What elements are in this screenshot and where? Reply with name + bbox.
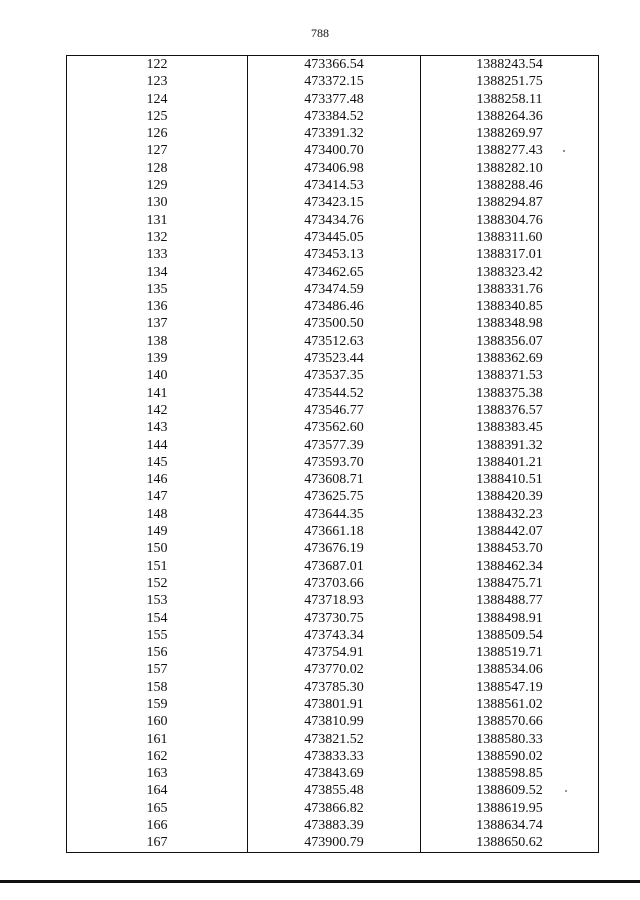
y-coordinate-cell: 1388269.97 [421,125,599,142]
point-number-cell: 135 [67,281,248,298]
y-coordinate-cell: 1388420.39 [421,488,599,505]
point-number-cell: 167 [67,834,248,852]
x-coordinate-cell: 473866.82 [248,800,421,817]
y-coordinate-cell: 1388317.01 [421,246,599,263]
x-coordinate-cell: 473754.91 [248,644,421,661]
x-coordinate-cell: 473900.79 [248,834,421,852]
point-number-cell: 159 [67,696,248,713]
table-row [67,471,599,488]
table-row [67,765,599,782]
table-row [67,315,599,332]
point-number-cell: 127 [67,142,248,159]
y-coordinate-cell: 1388264.36 [421,108,599,125]
y-coordinate-cell: 1388362.69 [421,350,599,367]
x-coordinate-cell: 473474.59 [248,281,421,298]
y-coordinate-cell: 1388498.91 [421,610,599,627]
y-coordinate-cell: 1388311.60 [421,229,599,246]
x-coordinate-cell: 473644.35 [248,506,421,523]
coordinate-table-body [67,56,599,853]
table-row [67,229,599,246]
table-row [67,713,599,730]
page-number: 788 [311,26,329,40]
y-coordinate-cell: 1388561.02 [421,696,599,713]
x-coordinate-cell: 473687.01 [248,558,421,575]
table-row [67,298,599,315]
x-coordinate-cell: 473406.98 [248,160,421,177]
table-row [67,817,599,834]
table-row [67,246,599,263]
point-number-cell: 141 [67,385,248,402]
x-coordinate-cell: 473625.75 [248,488,421,505]
y-coordinate-cell: 1388282.10 [421,160,599,177]
y-coordinate-cell: 1388590.02 [421,748,599,765]
x-coordinate-cell: 473384.52 [248,108,421,125]
y-coordinate-cell: 1388401.21 [421,454,599,471]
table-row [67,644,599,661]
point-number-cell: 154 [67,610,248,627]
y-coordinate-cell: 1388243.54 [421,56,599,74]
table-row [67,385,599,402]
x-coordinate-cell: 473544.52 [248,385,421,402]
y-coordinate-cell: 1388598.85 [421,765,599,782]
point-number-cell: 162 [67,748,248,765]
x-coordinate-cell: 473453.13 [248,246,421,263]
point-number-cell: 146 [67,471,248,488]
y-coordinate-cell: 1388304.76 [421,212,599,229]
y-coordinate-cell: 1388488.77 [421,592,599,609]
table-row [67,834,599,852]
x-coordinate-cell: 473462.65 [248,264,421,281]
y-coordinate-cell: 1388432.23 [421,506,599,523]
point-number-cell: 130 [67,194,248,211]
point-number-cell: 166 [67,817,248,834]
y-coordinate-cell: 1388323.42 [421,264,599,281]
table-row [67,160,599,177]
x-coordinate-cell: 473523.44 [248,350,421,367]
x-coordinate-cell: 473730.75 [248,610,421,627]
x-coordinate-cell: 473400.70 [248,142,421,159]
table-row [67,437,599,454]
point-number-cell: 122 [67,56,248,74]
x-coordinate-cell: 473423.15 [248,194,421,211]
x-coordinate-cell: 473810.99 [248,713,421,730]
point-number-cell: 165 [67,800,248,817]
y-coordinate-cell: 1388331.76 [421,281,599,298]
x-coordinate-cell: 473833.33 [248,748,421,765]
point-number-cell: 164 [67,782,248,799]
table-row [67,592,599,609]
x-coordinate-cell: 473512.63 [248,333,421,350]
table-row [67,696,599,713]
point-number-cell: 134 [67,264,248,281]
table-row [67,402,599,419]
y-coordinate-cell: 1388442.07 [421,523,599,540]
y-coordinate-cell: 1388509.54 [421,627,599,644]
y-coordinate-cell: 1388619.95 [421,800,599,817]
point-number-cell: 124 [67,91,248,108]
y-coordinate-cell: 1388580.33 [421,731,599,748]
table-row [67,610,599,627]
y-coordinate-cell: 1388288.46 [421,177,599,194]
x-coordinate-cell: 473366.54 [248,56,421,74]
table-row [67,125,599,142]
point-number-cell: 131 [67,212,248,229]
y-coordinate-cell: 1388475.71 [421,575,599,592]
point-number-cell: 163 [67,765,248,782]
point-number-cell: 136 [67,298,248,315]
table-row [67,488,599,505]
table-row [67,731,599,748]
y-coordinate-cell: 1388650.62 [421,834,599,852]
x-coordinate-cell: 473718.93 [248,592,421,609]
point-number-cell: 133 [67,246,248,263]
y-coordinate-cell: 1388453.70 [421,540,599,557]
point-number-cell: 137 [67,315,248,332]
x-coordinate-cell: 473703.66 [248,575,421,592]
point-number-cell: 157 [67,661,248,678]
table-row [67,73,599,90]
point-number-cell: 123 [67,73,248,90]
point-number-cell: 138 [67,333,248,350]
table-row [67,177,599,194]
y-coordinate-cell: 1388277.43 [421,142,599,159]
table-row [67,454,599,471]
y-coordinate-cell: 1388348.98 [421,315,599,332]
point-number-cell: 161 [67,731,248,748]
point-number-cell: 144 [67,437,248,454]
point-number-cell: 128 [67,160,248,177]
table-row [67,194,599,211]
point-number-cell: 151 [67,558,248,575]
x-coordinate-cell: 473843.69 [248,765,421,782]
y-coordinate-cell: 1388356.07 [421,333,599,350]
x-coordinate-cell: 473770.02 [248,661,421,678]
y-coordinate-cell: 1388462.34 [421,558,599,575]
x-coordinate-cell: 473676.19 [248,540,421,557]
table-row [67,627,599,644]
x-coordinate-cell: 473743.34 [248,627,421,644]
table-row [67,782,599,799]
table-row [67,558,599,575]
y-coordinate-cell: 1388294.87 [421,194,599,211]
point-number-cell: 155 [67,627,248,644]
y-coordinate-cell: 1388391.32 [421,437,599,454]
point-number-cell: 149 [67,523,248,540]
point-number-cell: 143 [67,419,248,436]
table-row [67,91,599,108]
point-number-cell: 125 [67,108,248,125]
table-row [67,350,599,367]
table-row [67,540,599,557]
y-coordinate-cell: 1388570.66 [421,713,599,730]
x-coordinate-cell: 473434.76 [248,212,421,229]
point-number-cell: 147 [67,488,248,505]
table-row [67,419,599,436]
y-coordinate-cell: 1388519.71 [421,644,599,661]
point-number-cell: 140 [67,367,248,384]
table-row [67,506,599,523]
y-coordinate-cell: 1388534.06 [421,661,599,678]
table-row [67,333,599,350]
point-number-cell: 129 [67,177,248,194]
y-coordinate-cell: 1388371.53 [421,367,599,384]
y-coordinate-cell: 1388609.52 [421,782,599,799]
x-coordinate-cell: 473414.53 [248,177,421,194]
y-coordinate-cell: 1388634.74 [421,817,599,834]
x-coordinate-cell: 473801.91 [248,696,421,713]
table-row [67,800,599,817]
point-number-cell: 139 [67,350,248,367]
table-row [67,367,599,384]
point-number-cell: 145 [67,454,248,471]
x-coordinate-cell: 473500.50 [248,315,421,332]
table-row [67,108,599,125]
x-coordinate-cell: 473855.48 [248,782,421,799]
table-row [67,679,599,696]
table-row [67,661,599,678]
x-coordinate-cell: 473372.15 [248,73,421,90]
x-coordinate-cell: 473608.71 [248,471,421,488]
y-coordinate-cell: 1388375.38 [421,385,599,402]
x-coordinate-cell: 473562.60 [248,419,421,436]
y-coordinate-cell: 1388251.75 [421,73,599,90]
table-row [67,748,599,765]
x-coordinate-cell: 473821.52 [248,731,421,748]
table-row [67,264,599,281]
table-row [67,575,599,592]
point-number-cell: 132 [67,229,248,246]
y-coordinate-cell: 1388376.57 [421,402,599,419]
x-coordinate-cell: 473546.77 [248,402,421,419]
y-coordinate-cell: 1388410.51 [421,471,599,488]
point-number-cell: 126 [67,125,248,142]
point-number-cell: 153 [67,592,248,609]
x-coordinate-cell: 473537.35 [248,367,421,384]
y-coordinate-cell: 1388383.45 [421,419,599,436]
scan-speck [563,150,565,152]
table-row [67,523,599,540]
x-coordinate-cell: 473593.70 [248,454,421,471]
table-row [67,56,599,74]
x-coordinate-cell: 473577.39 [248,437,421,454]
x-coordinate-cell: 473785.30 [248,679,421,696]
point-number-cell: 158 [67,679,248,696]
x-coordinate-cell: 473661.18 [248,523,421,540]
point-number-cell: 156 [67,644,248,661]
coordinate-table [66,55,599,853]
table-row [67,142,599,159]
y-coordinate-cell: 1388547.19 [421,679,599,696]
point-number-cell: 152 [67,575,248,592]
point-number-cell: 148 [67,506,248,523]
point-number-cell: 142 [67,402,248,419]
table-row [67,212,599,229]
y-coordinate-cell: 1388258.11 [421,91,599,108]
y-coordinate-cell: 1388340.85 [421,298,599,315]
point-number-cell: 150 [67,540,248,557]
x-coordinate-cell: 473883.39 [248,817,421,834]
x-coordinate-cell: 473377.48 [248,91,421,108]
x-coordinate-cell: 473445.05 [248,229,421,246]
scan-bottom-edge [0,880,640,883]
x-coordinate-cell: 473391.32 [248,125,421,142]
scan-speck [565,790,567,792]
x-coordinate-cell: 473486.46 [248,298,421,315]
table-row [67,281,599,298]
point-number-cell: 160 [67,713,248,730]
